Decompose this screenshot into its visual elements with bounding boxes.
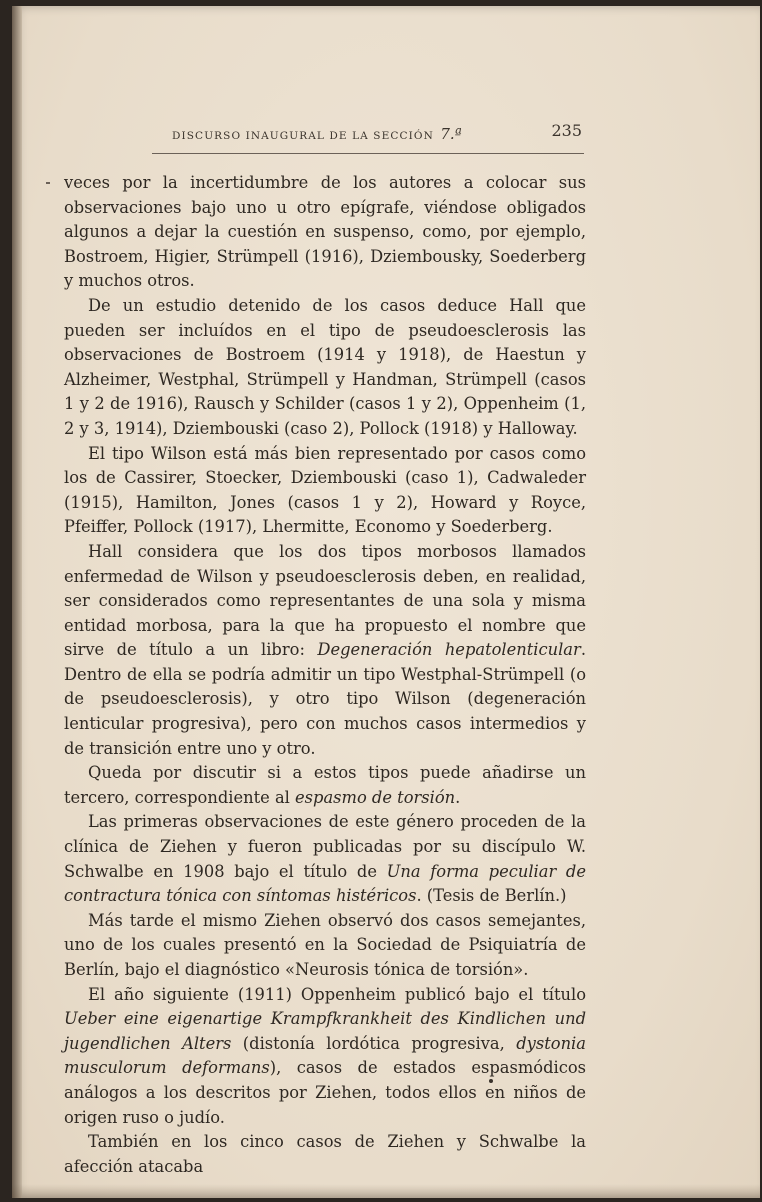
text-run: Más tarde el mismo Ziehen observó dos casos semejantes, uno de los cuales presentó en la Sociedad de Psiquiatría de Berlín, bajo el diagnóstico «Neurosis tónica de torsión». [64, 910, 586, 979]
running-head-title [172, 125, 462, 143]
paragraph [64, 810, 586, 908]
italic-text: Ueber eine eigenartige Krampfkrankheit des Kindlichen und jugendlichen Alters [64, 1009, 586, 1053]
text-run: El año siguiente (1911) Oppenheim publicó bajo el título [88, 984, 586, 1004]
book-page [12, 6, 760, 1198]
italic-text: espasmo de torsión [295, 787, 456, 807]
body-text [64, 171, 586, 1179]
text-run: . (Tesis de Berlín.) [416, 886, 567, 906]
margin-mark [46, 182, 50, 184]
text-run: (distonía lordótica progresiva, [231, 1033, 517, 1053]
header-rule [152, 153, 584, 154]
page-spine-shadow [12, 6, 22, 1198]
paragraph [64, 442, 586, 540]
paragraph [64, 540, 586, 761]
page-bottom-edge [12, 1184, 760, 1198]
paragraph [64, 1130, 586, 1179]
text-run: De un estudio detenido de los casos deduce Hall que pueden ser incluídos en el tipo de pseudoesclerosis las observaciones de Bostroem (1914 y 1918), de Haestun y Alzheimer, Westphal, Strümpell y Handman, Strümpell (casos 1 y 2 de 1916), Rausch y Schilder (casos 1 y 2), Oppenheim (1, 2 y 3, 1914), Dziembouski (caso 2), Pollock (1918) y Halloway. [64, 295, 586, 438]
ink-dot [489, 1079, 493, 1083]
running-head [172, 121, 582, 141]
italic-text: dystonia musculorum deformans [64, 1033, 586, 1078]
text-run: veces por la incertidumbre de los autores a colocar sus observaciones bajo uno u otro epígrafe, viéndose obligados algunos a dejar la cuestión en suspenso, como, por ejemplo, Bostroem, Higier, Strümpell (1916), Dziembousky, Soederberg y muchos otros. [64, 173, 586, 291]
italic-text: Una forma peculiar de contractura tónica con síntomas histéricos [64, 861, 586, 906]
section-number: 7.ª [440, 125, 462, 143]
text-run: . [455, 787, 461, 807]
text-run: También en los cinco casos de Ziehen y Schwalbe la afección atacaba [64, 1132, 586, 1176]
italic-text: Degeneración hepatolenticular [317, 640, 581, 660]
text-run: ), casos de estados espasmódicos análogos a los descritos por Ziehen, todos ellos en niños de origen ruso o judío. [64, 1058, 586, 1127]
running-head-title-text: DISCURSO INAUGURAL DE LA SECCIÓN [172, 130, 434, 142]
text-run: Las primeras observaciones de este género proceden de la clínica de Ziehen y fueron publicadas por su discípulo W. Schwalbe en 1908 bajo el título de [64, 812, 586, 881]
paragraph [64, 171, 586, 294]
text-run: Hall considera que los dos tipos morbosos llamados enfermedad de Wilson y pseudoesclerosis deben, en realidad, ser considerados como representantes de una sola y misma entidad morbosa, para la que ha propuesto el nombre que sirve de título a un libro: [64, 541, 586, 660]
paragraph [64, 294, 586, 442]
paragraph [64, 909, 586, 983]
text-run: Queda por discutir si a estos tipos puede añadirse un tercero, correspondiente al [64, 763, 586, 807]
paragraph [64, 761, 586, 810]
text-run: El tipo Wilson está más bien representado por casos como los de Cassirer, Stoecker, Dziembouski (caso 1), Cadwaleder (1915), Hamilton, Jones (casos 1 y 2), Howard y Royce, Pfeiffer, Pollock (1917), Lhermitte, Economo y Soederberg. [64, 443, 586, 537]
page-number: 235 [551, 121, 582, 140]
text-run: . Dentro de ella se podría admitir un tipo Westphal-Strümpell (o de pseudoesclerosis), y otro tipo Wilson (degeneración lenticular progresiva), pero con muchos casos intermedios y de transición entre uno y otro. [64, 640, 586, 758]
paragraph [64, 983, 586, 1131]
